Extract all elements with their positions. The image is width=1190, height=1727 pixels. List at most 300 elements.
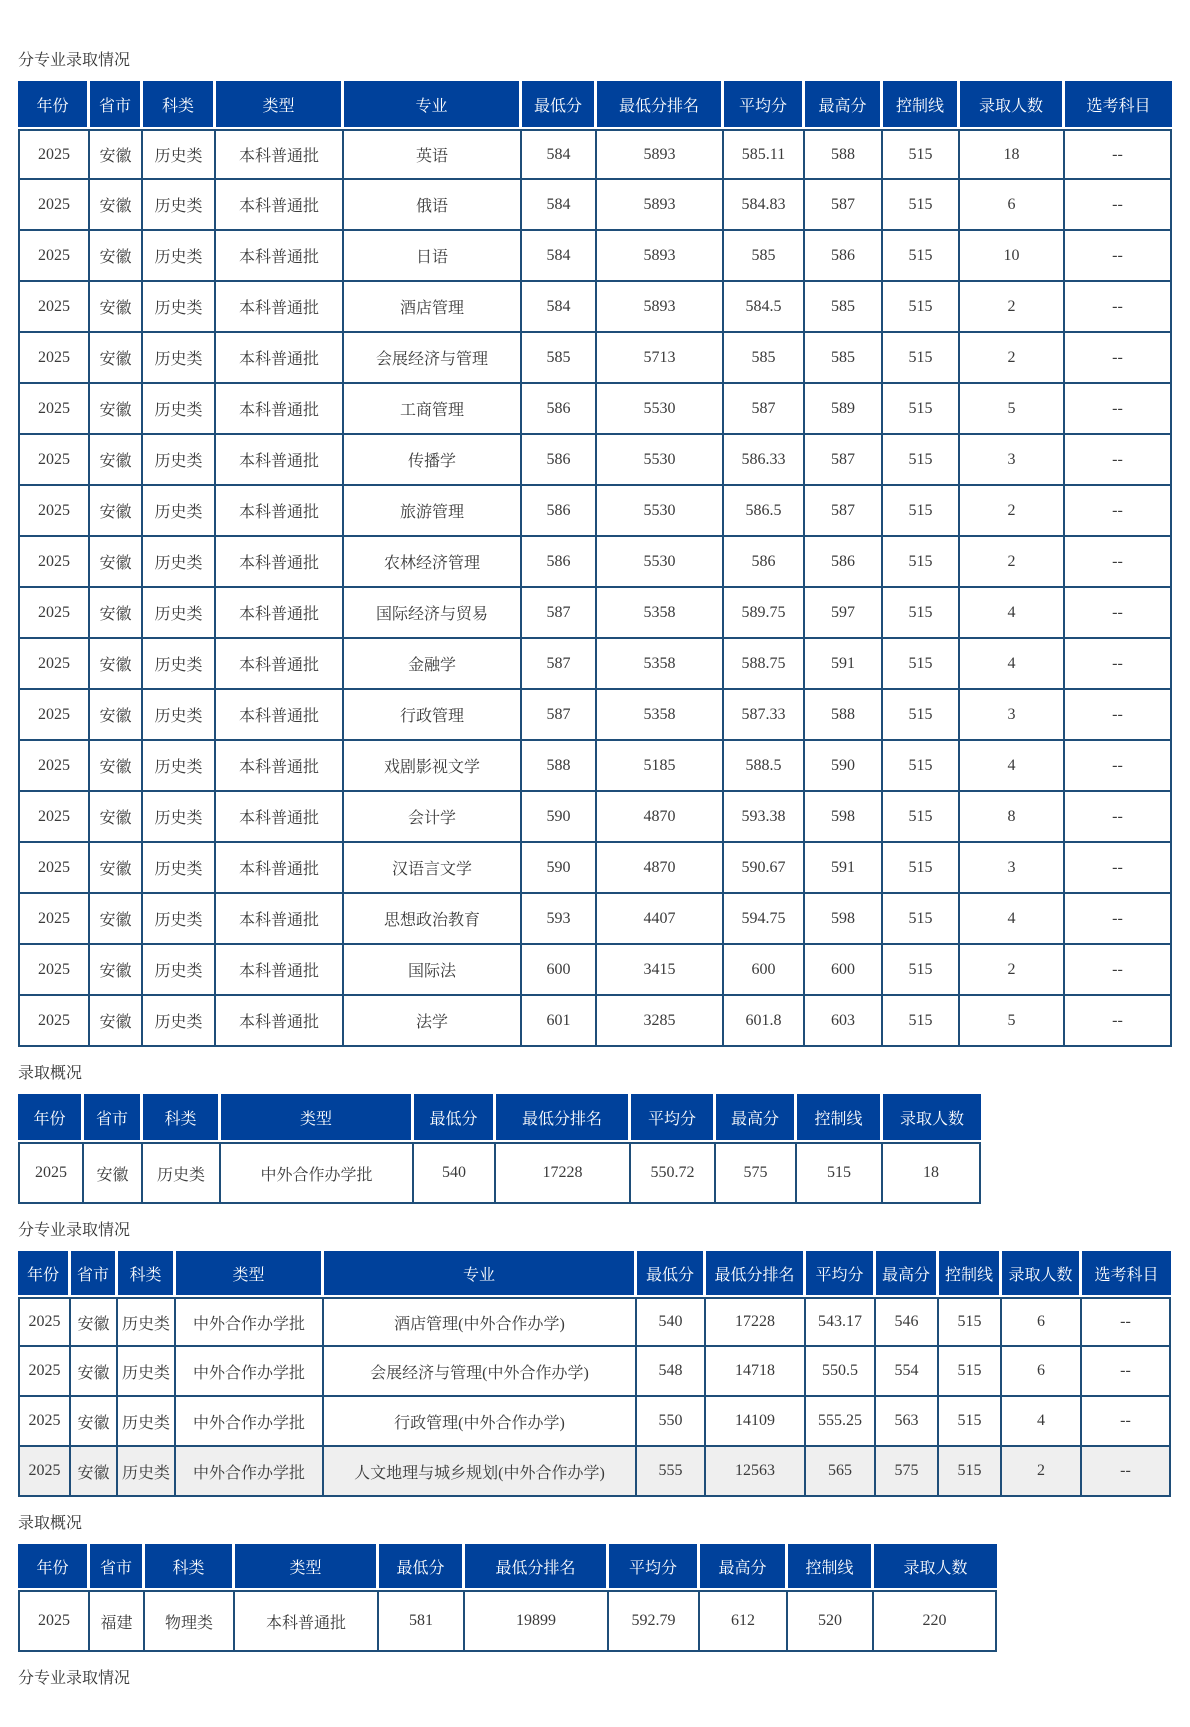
table-cell: 农林经济管理 bbox=[344, 537, 522, 588]
table-cell: 575 bbox=[876, 1447, 939, 1497]
table-cell: 国际法 bbox=[344, 945, 522, 996]
table-cell: 行政管理(中外合作办学) bbox=[324, 1397, 637, 1447]
table-cell: 安徽 bbox=[71, 1397, 118, 1447]
table-cell: 戏剧影视文学 bbox=[344, 741, 522, 792]
table-cell: 515 bbox=[883, 435, 960, 486]
table-cell: 5358 bbox=[597, 588, 724, 639]
table-cell: 515 bbox=[883, 384, 960, 435]
header-cell: 平均分 bbox=[724, 81, 805, 129]
table-cell: 安徽 bbox=[90, 537, 143, 588]
table-cell: 本科普通批 bbox=[216, 129, 344, 180]
table-cell: 4 bbox=[1002, 1397, 1082, 1447]
table-cell: 8 bbox=[960, 792, 1065, 843]
table-row bbox=[18, 129, 1172, 180]
table-cell: 本科普通批 bbox=[216, 639, 344, 690]
table-cell: 国际经济与贸易 bbox=[344, 588, 522, 639]
table-cell: -- bbox=[1065, 435, 1172, 486]
table-cell: 565 bbox=[806, 1447, 876, 1497]
table-cell: 2025 bbox=[18, 843, 90, 894]
table-cell: 220 bbox=[874, 1590, 997, 1652]
header-cell: 控制线 bbox=[797, 1094, 883, 1142]
table-row bbox=[18, 792, 1172, 843]
table-cell: 515 bbox=[883, 843, 960, 894]
header-cell: 专业 bbox=[344, 81, 522, 129]
table-cell: 575 bbox=[716, 1142, 797, 1204]
table-cell: 酒店管理 bbox=[344, 282, 522, 333]
header-cell: 最低分排名 bbox=[597, 81, 724, 129]
header-cell: 最高分 bbox=[700, 1544, 788, 1590]
table-cell: 4 bbox=[960, 741, 1065, 792]
table-cell: 历史类 bbox=[143, 180, 216, 231]
table-cell: 历史类 bbox=[118, 1397, 176, 1447]
header-cell: 省市 bbox=[71, 1251, 118, 1297]
header-cell: 控制线 bbox=[939, 1251, 1002, 1297]
table-cell: 5 bbox=[960, 996, 1065, 1047]
header-cell: 选考科目 bbox=[1065, 81, 1172, 129]
header-cell: 科类 bbox=[143, 81, 216, 129]
table-cell: 5713 bbox=[597, 333, 724, 384]
table-cell: 5893 bbox=[597, 282, 724, 333]
table-cell: 本科普通批 bbox=[216, 486, 344, 537]
header-cell: 平均分 bbox=[806, 1251, 876, 1297]
table-cell: 会展经济与管理(中外合作办学) bbox=[324, 1347, 637, 1397]
table-cell: 2025 bbox=[18, 792, 90, 843]
table-cell: 本科普通批 bbox=[216, 741, 344, 792]
table-cell: 安徽 bbox=[71, 1347, 118, 1397]
table-cell: -- bbox=[1065, 639, 1172, 690]
table-cell: 2 bbox=[960, 537, 1065, 588]
table-cell: 2025 bbox=[18, 1347, 71, 1397]
table-cell: 590.67 bbox=[724, 843, 805, 894]
table-cell: 589 bbox=[805, 384, 883, 435]
header-cell: 最高分 bbox=[716, 1094, 797, 1142]
table-cell: 588 bbox=[805, 690, 883, 741]
table-cell: 10 bbox=[960, 231, 1065, 282]
table-cell: -- bbox=[1065, 486, 1172, 537]
header-cell: 省市 bbox=[90, 81, 143, 129]
table-cell: 2025 bbox=[18, 588, 90, 639]
table-cell: 5530 bbox=[597, 486, 724, 537]
table-cell: 2025 bbox=[18, 945, 90, 996]
table-cell: 598 bbox=[805, 792, 883, 843]
header-cell: 最低分 bbox=[522, 81, 597, 129]
table-cell: 历史类 bbox=[143, 333, 216, 384]
table-row bbox=[18, 1397, 1171, 1447]
table-cell: -- bbox=[1082, 1397, 1171, 1447]
header-row bbox=[18, 1251, 1171, 1297]
header-cell: 类型 bbox=[235, 1544, 379, 1590]
table-cell: 2025 bbox=[18, 1297, 71, 1347]
table-cell: 安徽 bbox=[71, 1297, 118, 1347]
table-cell: 安徽 bbox=[90, 996, 143, 1047]
table-row bbox=[18, 180, 1172, 231]
table-cell: 历史类 bbox=[143, 741, 216, 792]
header-cell: 最低分 bbox=[637, 1251, 706, 1297]
table-cell: 546 bbox=[876, 1297, 939, 1347]
table-row bbox=[18, 1297, 1171, 1347]
header-cell: 省市 bbox=[90, 1544, 145, 1590]
table-cell: 515 bbox=[939, 1347, 1002, 1397]
table-cell: 安徽 bbox=[90, 129, 143, 180]
table-cell: 17228 bbox=[706, 1297, 806, 1347]
table-cell: 2025 bbox=[18, 1447, 71, 1497]
records-table bbox=[18, 1544, 997, 1652]
table-cell: 515 bbox=[939, 1297, 1002, 1347]
table-cell: 588 bbox=[805, 129, 883, 180]
table-cell: 593.38 bbox=[724, 792, 805, 843]
table-cell: 587 bbox=[522, 588, 597, 639]
table-cell: 600 bbox=[522, 945, 597, 996]
table-cell: 584 bbox=[522, 180, 597, 231]
table-cell: 5530 bbox=[597, 537, 724, 588]
table-cell: 法学 bbox=[344, 996, 522, 1047]
table-cell: 行政管理 bbox=[344, 690, 522, 741]
header-cell: 科类 bbox=[143, 1094, 221, 1142]
header-cell: 录取人数 bbox=[883, 1094, 981, 1142]
table-cell: 本科普通批 bbox=[216, 384, 344, 435]
header-cell: 录取人数 bbox=[1002, 1251, 1082, 1297]
table-cell: 554 bbox=[876, 1347, 939, 1397]
table-cell: 酒店管理(中外合作办学) bbox=[324, 1297, 637, 1347]
table-cell: 2025 bbox=[18, 690, 90, 741]
table-cell: 2 bbox=[960, 282, 1065, 333]
table-cell: 思想政治教育 bbox=[344, 894, 522, 945]
table-cell: 586 bbox=[522, 384, 597, 435]
table-cell: 4 bbox=[960, 894, 1065, 945]
table-cell: -- bbox=[1065, 129, 1172, 180]
table-cell: 安徽 bbox=[90, 588, 143, 639]
table-cell: 548 bbox=[637, 1347, 706, 1397]
table-cell: 550 bbox=[637, 1397, 706, 1447]
table-cell: 安徽 bbox=[90, 945, 143, 996]
table-cell: 5358 bbox=[597, 690, 724, 741]
table-cell: 584 bbox=[522, 231, 597, 282]
table-cell: 安徽 bbox=[90, 486, 143, 537]
header-cell: 平均分 bbox=[631, 1094, 716, 1142]
table-row bbox=[18, 1590, 997, 1652]
table-row bbox=[18, 282, 1172, 333]
table-cell: -- bbox=[1065, 333, 1172, 384]
table-cell: 515 bbox=[883, 639, 960, 690]
table-container bbox=[18, 1251, 1172, 1497]
table-cell: 历史类 bbox=[143, 129, 216, 180]
table-cell: 安徽 bbox=[90, 894, 143, 945]
table-cell: 515 bbox=[939, 1447, 1002, 1497]
table-cell: -- bbox=[1065, 588, 1172, 639]
header-cell: 年份 bbox=[18, 1544, 90, 1590]
table-cell: 本科普通批 bbox=[216, 588, 344, 639]
table-cell: 587 bbox=[522, 690, 597, 741]
table-cell: 2025 bbox=[18, 231, 90, 282]
table-cell: 515 bbox=[883, 333, 960, 384]
table-cell: 5893 bbox=[597, 129, 724, 180]
table-cell: 587 bbox=[805, 435, 883, 486]
table-cell: 历史类 bbox=[118, 1447, 176, 1497]
table-cell: 安徽 bbox=[71, 1447, 118, 1497]
table-cell: 540 bbox=[414, 1142, 496, 1204]
header-cell: 最低分排名 bbox=[496, 1094, 631, 1142]
table-cell: 2 bbox=[960, 945, 1065, 996]
table-cell: 历史类 bbox=[143, 690, 216, 741]
table-cell: 581 bbox=[379, 1590, 465, 1652]
table-row bbox=[18, 894, 1172, 945]
table-cell: 12563 bbox=[706, 1447, 806, 1497]
table-cell: 安徽 bbox=[90, 792, 143, 843]
table-cell: 2025 bbox=[18, 486, 90, 537]
table-cell: 汉语言文学 bbox=[344, 843, 522, 894]
table-cell: 安徽 bbox=[90, 384, 143, 435]
records-table bbox=[18, 81, 1172, 1047]
table-cell: 历史类 bbox=[143, 588, 216, 639]
table-cell: 515 bbox=[883, 792, 960, 843]
table-cell: 586.5 bbox=[724, 486, 805, 537]
table-cell: 安徽 bbox=[90, 282, 143, 333]
table-cell: 586 bbox=[724, 537, 805, 588]
section-by-major-anhui-coop bbox=[18, 1220, 1172, 1497]
header-row bbox=[18, 1094, 981, 1142]
table-cell: -- bbox=[1065, 741, 1172, 792]
table-cell: 历史类 bbox=[143, 792, 216, 843]
table-cell: 515 bbox=[883, 486, 960, 537]
table-cell: 安徽 bbox=[90, 843, 143, 894]
table-cell: 586 bbox=[522, 537, 597, 588]
table-cell: 传播学 bbox=[344, 435, 522, 486]
table-cell: 会计学 bbox=[344, 792, 522, 843]
table-cell: 中外合作办学批 bbox=[176, 1397, 324, 1447]
header-cell: 录取人数 bbox=[874, 1544, 997, 1590]
table-cell: 2025 bbox=[18, 1590, 90, 1652]
table-cell: 安徽 bbox=[90, 639, 143, 690]
table-cell: 中外合作办学批 bbox=[221, 1142, 414, 1204]
table-cell: 金融学 bbox=[344, 639, 522, 690]
table-cell: 旅游管理 bbox=[344, 486, 522, 537]
table-cell: 612 bbox=[700, 1590, 788, 1652]
table-cell: 本科普通批 bbox=[216, 945, 344, 996]
table-cell: 安徽 bbox=[90, 231, 143, 282]
table-cell: 3415 bbox=[597, 945, 724, 996]
table-cell: 安徽 bbox=[90, 690, 143, 741]
table-row bbox=[18, 588, 1172, 639]
table-cell: 历史类 bbox=[143, 435, 216, 486]
section-overview-fujian bbox=[18, 1513, 1172, 1652]
header-cell: 最高分 bbox=[876, 1251, 939, 1297]
header-cell: 录取人数 bbox=[960, 81, 1065, 129]
header-cell: 年份 bbox=[18, 81, 90, 129]
header-cell: 类型 bbox=[216, 81, 344, 129]
table-cell: 5530 bbox=[597, 384, 724, 435]
header-cell: 科类 bbox=[145, 1544, 235, 1590]
table-cell: 安徽 bbox=[90, 333, 143, 384]
table-cell: 587 bbox=[805, 486, 883, 537]
table-cell: 2025 bbox=[18, 384, 90, 435]
table-cell: 590 bbox=[805, 741, 883, 792]
table-cell: 人文地理与城乡规划(中外合作办学) bbox=[324, 1447, 637, 1497]
header-cell: 最低分排名 bbox=[706, 1251, 806, 1297]
header-cell: 平均分 bbox=[609, 1544, 700, 1590]
table-cell: 历史类 bbox=[118, 1347, 176, 1397]
table-cell: 587 bbox=[522, 639, 597, 690]
table-cell: 586 bbox=[522, 435, 597, 486]
table-cell: 5530 bbox=[597, 435, 724, 486]
table-cell: 593 bbox=[522, 894, 597, 945]
table-cell: 4 bbox=[960, 639, 1065, 690]
table-cell: 历史类 bbox=[143, 384, 216, 435]
table-cell: 588.5 bbox=[724, 741, 805, 792]
table-cell: 555.25 bbox=[806, 1397, 876, 1447]
table-cell: 515 bbox=[883, 231, 960, 282]
table-cell: 历史类 bbox=[143, 843, 216, 894]
table-cell: -- bbox=[1065, 180, 1172, 231]
table-cell: 2025 bbox=[18, 996, 90, 1047]
table-cell: 591 bbox=[805, 843, 883, 894]
table-cell: -- bbox=[1065, 792, 1172, 843]
table-cell: 592.79 bbox=[609, 1590, 700, 1652]
table-cell: 586 bbox=[805, 231, 883, 282]
table-row bbox=[18, 996, 1172, 1047]
table-cell: 本科普通批 bbox=[235, 1590, 379, 1652]
section-title: 录取概况 bbox=[18, 1515, 83, 1532]
table-cell: 2025 bbox=[18, 741, 90, 792]
table-cell: 本科普通批 bbox=[216, 231, 344, 282]
header-cell: 控制线 bbox=[788, 1544, 874, 1590]
table-cell: 515 bbox=[883, 180, 960, 231]
table-cell: 515 bbox=[883, 996, 960, 1047]
table-cell: 603 bbox=[805, 996, 883, 1047]
header-cell: 最低分排名 bbox=[465, 1544, 609, 1590]
table-row bbox=[18, 333, 1172, 384]
table-cell: 585 bbox=[522, 333, 597, 384]
table-cell: 586 bbox=[522, 486, 597, 537]
table-cell: 17228 bbox=[496, 1142, 631, 1204]
table-cell: 515 bbox=[797, 1142, 883, 1204]
table-row bbox=[18, 1142, 981, 1204]
table-cell: 2 bbox=[960, 486, 1065, 537]
table-cell: 历史类 bbox=[143, 945, 216, 996]
table-cell: 5893 bbox=[597, 231, 724, 282]
table-cell: 18 bbox=[883, 1142, 981, 1204]
table-cell: 14109 bbox=[706, 1397, 806, 1447]
table-cell: 4407 bbox=[597, 894, 724, 945]
table-cell: 598 bbox=[805, 894, 883, 945]
table-cell: 4870 bbox=[597, 792, 724, 843]
table-container bbox=[18, 1544, 1172, 1652]
section-by-major-fujian bbox=[18, 1668, 1172, 1689]
table-cell: 日语 bbox=[344, 231, 522, 282]
table-container bbox=[18, 81, 1172, 1047]
table-cell: 3 bbox=[960, 435, 1065, 486]
table-cell: 591 bbox=[805, 639, 883, 690]
table-cell: 543.17 bbox=[806, 1297, 876, 1347]
table-cell: 本科普通批 bbox=[216, 792, 344, 843]
table-row bbox=[18, 945, 1172, 996]
section-by-major-anhui bbox=[18, 50, 1172, 1047]
table-row bbox=[18, 537, 1172, 588]
table-cell: -- bbox=[1065, 537, 1172, 588]
table-cell: 5 bbox=[960, 384, 1065, 435]
table-cell: -- bbox=[1065, 282, 1172, 333]
table-cell: 585 bbox=[724, 231, 805, 282]
table-cell: 563 bbox=[876, 1397, 939, 1447]
table-cell: 5893 bbox=[597, 180, 724, 231]
table-cell: 物理类 bbox=[145, 1590, 235, 1652]
table-row bbox=[18, 231, 1172, 282]
table-cell: 英语 bbox=[344, 129, 522, 180]
header-cell: 控制线 bbox=[883, 81, 960, 129]
table-cell: 历史类 bbox=[143, 282, 216, 333]
table-cell: 安徽 bbox=[90, 435, 143, 486]
records-table bbox=[18, 1251, 1171, 1497]
table-cell: 18 bbox=[960, 129, 1065, 180]
admissions-page bbox=[18, 50, 1172, 1689]
header-cell: 最高分 bbox=[805, 81, 883, 129]
table-cell: -- bbox=[1082, 1447, 1171, 1497]
table-cell: 515 bbox=[883, 282, 960, 333]
section-title: 分专业录取情况 bbox=[18, 1670, 131, 1687]
table-cell: 585 bbox=[805, 333, 883, 384]
table-cell: 589.75 bbox=[724, 588, 805, 639]
table-cell: 586.33 bbox=[724, 435, 805, 486]
table-cell: 585 bbox=[805, 282, 883, 333]
table-cell: 588.75 bbox=[724, 639, 805, 690]
section-title: 分专业录取情况 bbox=[18, 1222, 131, 1239]
header-cell: 选考科目 bbox=[1082, 1251, 1171, 1297]
table-cell: 2025 bbox=[18, 639, 90, 690]
table-cell: 2025 bbox=[18, 333, 90, 384]
table-cell: 历史类 bbox=[143, 1142, 221, 1204]
table-cell: 515 bbox=[883, 690, 960, 741]
table-cell: 工商管理 bbox=[344, 384, 522, 435]
table-cell: 本科普通批 bbox=[216, 282, 344, 333]
header-cell: 类型 bbox=[176, 1251, 324, 1297]
table-cell: 588 bbox=[522, 741, 597, 792]
table-cell: 俄语 bbox=[344, 180, 522, 231]
header-row bbox=[18, 1544, 997, 1590]
table-cell: 本科普通批 bbox=[216, 690, 344, 741]
table-cell: 515 bbox=[883, 741, 960, 792]
header-cell: 省市 bbox=[84, 1094, 143, 1142]
table-cell: -- bbox=[1082, 1347, 1171, 1397]
table-cell: 中外合作办学批 bbox=[176, 1447, 324, 1497]
table-cell: 515 bbox=[883, 537, 960, 588]
header-cell: 最低分 bbox=[414, 1094, 496, 1142]
table-cell: 587.33 bbox=[724, 690, 805, 741]
table-cell: 584 bbox=[522, 129, 597, 180]
table-cell: 2025 bbox=[18, 894, 90, 945]
table-cell: 515 bbox=[883, 588, 960, 639]
table-cell: 历史类 bbox=[143, 996, 216, 1047]
table-cell: 历史类 bbox=[143, 537, 216, 588]
table-cell: 594.75 bbox=[724, 894, 805, 945]
table-cell: 历史类 bbox=[143, 231, 216, 282]
table-cell: 515 bbox=[883, 129, 960, 180]
header-cell: 年份 bbox=[18, 1094, 84, 1142]
header-cell: 科类 bbox=[118, 1251, 176, 1297]
table-cell: 本科普通批 bbox=[216, 996, 344, 1047]
table-cell: 520 bbox=[788, 1590, 874, 1652]
table-cell: 597 bbox=[805, 588, 883, 639]
table-cell: 590 bbox=[522, 843, 597, 894]
table-cell: -- bbox=[1065, 996, 1172, 1047]
table-cell: 本科普通批 bbox=[216, 843, 344, 894]
table-cell: 3285 bbox=[597, 996, 724, 1047]
table-cell: 590 bbox=[522, 792, 597, 843]
header-row bbox=[18, 81, 1172, 129]
table-cell: 本科普通批 bbox=[216, 180, 344, 231]
table-cell: 5185 bbox=[597, 741, 724, 792]
table-cell: 515 bbox=[883, 894, 960, 945]
table-cell: 2025 bbox=[18, 1142, 84, 1204]
table-cell: 安徽 bbox=[84, 1142, 143, 1204]
